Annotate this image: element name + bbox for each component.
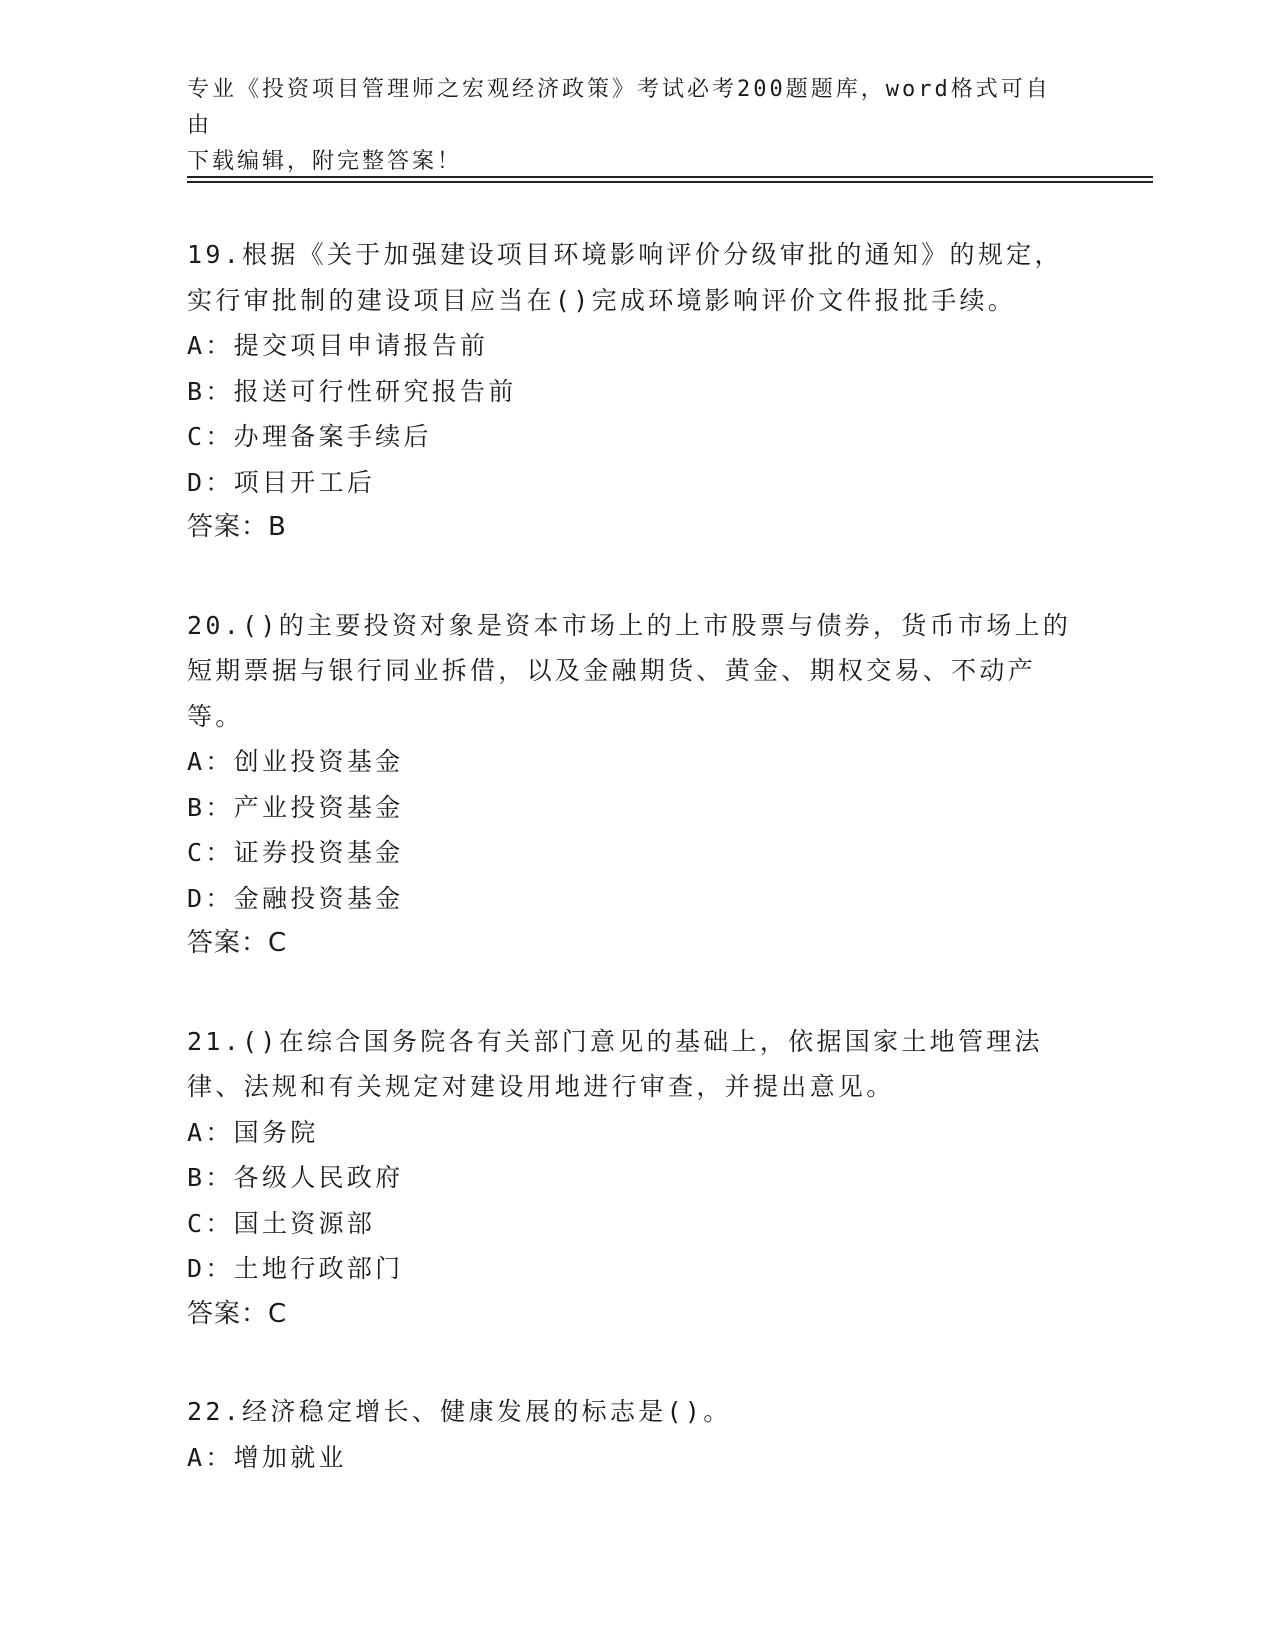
header-divider-top bbox=[187, 176, 1153, 178]
option-a: A：提交项目申请报告前 bbox=[187, 331, 489, 360]
option-d: D：金融投资基金 bbox=[187, 883, 404, 913]
answer-label: 答案：B bbox=[187, 512, 287, 542]
option-b: B：产业投资基金 bbox=[187, 792, 404, 822]
question-19 bbox=[187, 232, 1077, 551]
option-a: A：创业投资基金 bbox=[187, 747, 404, 776]
answer-label: 答案：C bbox=[187, 928, 288, 958]
option-d: D：项目开工后 bbox=[187, 467, 376, 497]
header-line-1: 专业《投资项目管理师之宏观经济政策》考试必考200题题库，word格式可自由 bbox=[187, 77, 1051, 138]
option-d: D：土地行政部门 bbox=[187, 1254, 404, 1283]
question-22 bbox=[187, 1389, 1077, 1480]
option-c: C：办理备案手续后 bbox=[187, 422, 432, 451]
question-list bbox=[187, 232, 1077, 1532]
option-c: C：国土资源部 bbox=[187, 1208, 376, 1238]
question-stem: 19.根据《关于加强建设项目环境影响评价分级审批的通知》的规定，实行审批制的建设项目应当在()完成环境影响评价文件报批手续。 bbox=[187, 240, 1063, 315]
document-header bbox=[187, 72, 1067, 180]
question-21 bbox=[187, 1019, 1077, 1338]
option-c: C：证券投资基金 bbox=[187, 838, 404, 867]
question-20 bbox=[187, 603, 1077, 967]
header-divider-bottom bbox=[187, 181, 1153, 183]
question-stem: 21.()在综合国务院各有关部门意见的基础上，依据国家土地管理法律、法规和有关规定对建设用地进行审查，并提出意见。 bbox=[187, 1026, 1043, 1101]
option-a: A：增加就业 bbox=[187, 1442, 347, 1472]
question-stem: 22.经济稳定增长、健康发展的标志是()。 bbox=[187, 1397, 732, 1426]
option-a: A：国务院 bbox=[187, 1117, 319, 1147]
question-stem: 20.()的主要投资对象是资本市场上的上市股票与债券，货币市场上的短期票据与银行同业拆借，以及金融期货、黄金、期权交易、不动产等。 bbox=[187, 610, 1072, 731]
option-b: B：报送可行性研究报告前 bbox=[187, 376, 517, 406]
answer-label: 答案：C bbox=[187, 1298, 288, 1329]
option-b: B：各级人民政府 bbox=[187, 1163, 404, 1192]
header-line-2: 下载编辑，附完整答案！ bbox=[187, 149, 463, 174]
